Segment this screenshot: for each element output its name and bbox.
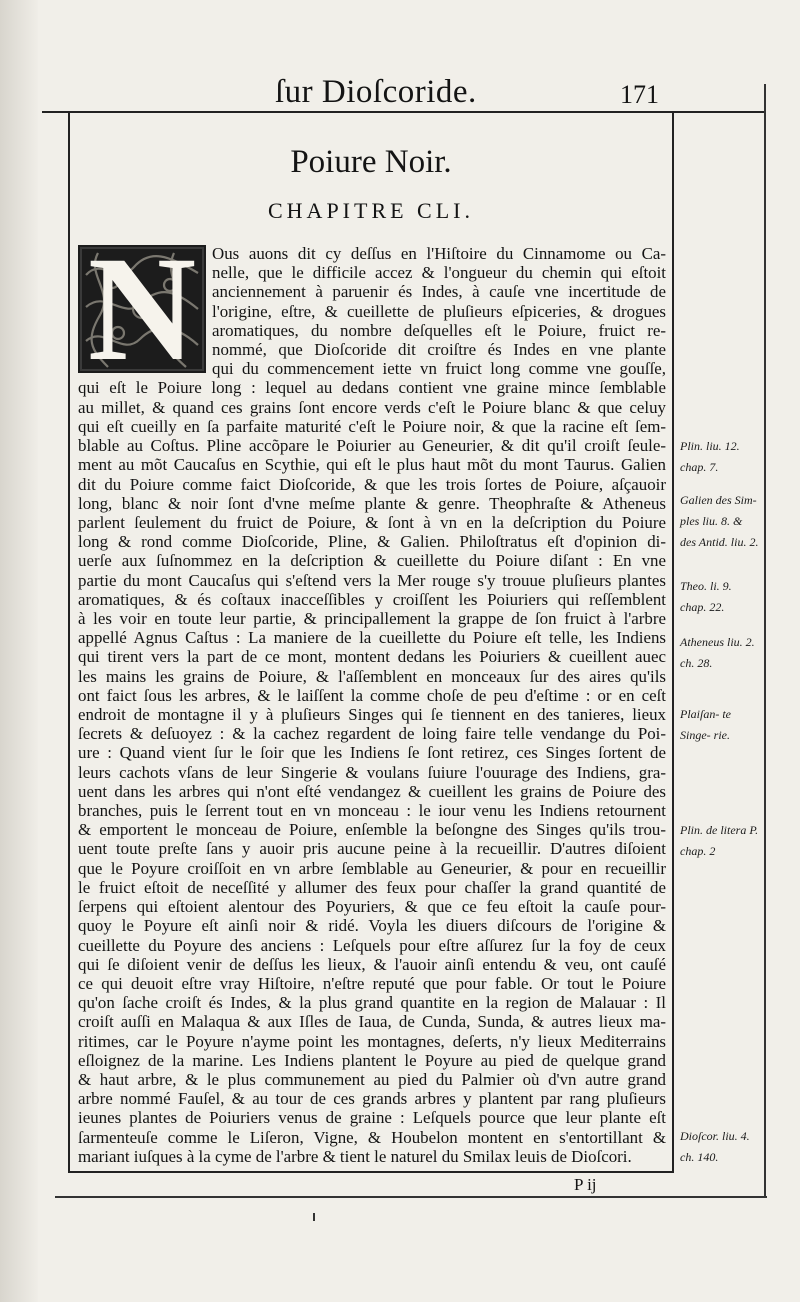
margin-note: Atheneus liu. 2. ch. 28. (680, 635, 755, 670)
body-line: qui tirent vers la part de ce mont, montent dedans les Poiuriers & cueillent auec (78, 647, 666, 667)
footer-rule (68, 1171, 674, 1173)
margin-note: Dioſcor. liu. 4. ch. 140. (680, 1129, 750, 1164)
body-line: ment au mõt Caucaſus en Scythie, qui eſt le plus haut mõt du mont Taurus. Galien (78, 455, 666, 475)
body-line: quoy le Poyure eſt ainſi noir & ridé. Voyla les diuers diſcours de l'origine & (78, 916, 666, 936)
body-line: ſerpens qui eſtoient alentour des Poyuriers, & que ce feu eſtoit la cauſe pour- (78, 897, 666, 917)
frame-right-rule (672, 113, 674, 1173)
body-line: long & rond comme Dioſcoride, Pline, & Galien. Philoſtratus eſt d'opinion di- (78, 532, 666, 552)
body-line: cueillette du Poyure des anciens : Leſquels pour eſtre aſſurez ſur la foy de ceux (78, 935, 666, 955)
body-line: partie du mont Caucaſus qui s'eſtend vers la Mer rouge s'y trouue pluſieurs plantes (78, 570, 666, 590)
body-line: nelle, que le difficile accez & l'ongueur du chemin qui eſtoit (212, 263, 666, 283)
margin-note: Plaiſan- te Singe- rie. (680, 707, 731, 742)
margin-note: Theo. li. 9. chap. 22. (680, 579, 732, 614)
body-line: uent toute preſte ſans y auoir pris aucune peine à la recueillir. D'autres diſoient (78, 839, 666, 859)
body-line: & haut arbre, & le plus communement au pied du Palmier où d'vn autre grand (78, 1069, 666, 1089)
body-line: nommé, que Dioſcoride dit croiſtre és Indes en vne plante (212, 340, 666, 360)
body-line: qu'on ſache croiſt és Indes, & la plus grand quantite en la region de Malauar : Il (78, 993, 666, 1013)
page-edge-shadow (0, 0, 38, 1302)
header-rule (42, 111, 764, 113)
body-line: ritimes, car le Poyure n'ayme point les montagnes, deſerts, n'y lieux Mediterrains (78, 1031, 666, 1051)
footer-outer-rule (55, 1196, 767, 1198)
margin-note: Plin. de litera P. chap. 2 (680, 823, 759, 858)
body-line: arbre nommé Fauſel, & au tour de ces grands arbres y plantent par rang pluſieurs (78, 1089, 666, 1109)
body-line: eſloignez de la marine. Les Indiens plantent le Poyure au pied de quelque grand (78, 1050, 666, 1070)
body-line: croiſt auſſi en Malaqua & aux Iſles de Iaua, de Cunda, Sunda, & autres lieux ma- (78, 1012, 666, 1032)
running-title: ſur Dioſcoride. (275, 74, 477, 110)
body-line: les mains les grains de Poiure, & l'aſſemblent en monceaux ſur des aires qu'ils (78, 666, 666, 686)
body-line: appellé Agnus Caſtus : La maniere de la cueillette du Poiure eſt telle, les Indiens (78, 628, 666, 648)
body-line: qui du commencement iette vn fruict long comme vne gouſſe, (212, 359, 666, 379)
body-line: ure : Quand vient ſur le ſoir que les Indiens ſe ſont retirez, ces Singes ſortent de (78, 743, 666, 763)
margin-outer-rule (764, 84, 766, 1198)
body-line: qui eſt le Poiure long : lequel au dedans contient vne graine mince ſemblable (78, 378, 666, 398)
initial-letter: N (87, 226, 197, 392)
margin-note: Plin. liu. 12. chap. 7. (680, 439, 740, 474)
body-line: au millet, & quand ces grains ſont encore verds c'eſt le Poiure blanc & que celuy (78, 397, 666, 417)
page-tick-mark (313, 1213, 315, 1221)
running-head (0, 72, 800, 116)
body-line: l'origine, eſtre, & cueillette de pluſieurs eſpiceries, & drogues (212, 301, 666, 321)
body-line: que le Poyure croiſſoit en vn arbre ſemblable au Geneurier, & pour en recueillir (78, 858, 666, 878)
body-line: mariant iuſques à la cyme de l'arbre & tient le naturel du Smilax leuis de Dioſcori. (78, 1146, 632, 1166)
body-line: uent dans les arbres qui n'ont eſté vendangez & cueillent les grains de Poiure des (78, 781, 666, 801)
body-line: long, blanc & noir ſont d'vne meſme plante & genre. Theophraſte & Atheneus (78, 493, 666, 513)
body-line: ieunes plantes de Poiuriers venus de graine : Leſquels pource que leur plante eſt (78, 1108, 666, 1128)
decorated-initial (78, 226, 206, 392)
chapter-title: Poiure Noir. (290, 144, 452, 180)
body-line: dit du Poiure comme faict Dioſcoride, & que les trois ſortes de Poiure, aſçauoir (78, 474, 666, 494)
body-line: parlent ſeulement du fruict de Poiure, & ſont à vn en la deſcription du Poiure (78, 512, 666, 532)
body-line: blable au Coſtus. Pline accõpare le Poiurier au Geneurier, & dit qu'il croiſt ſeule- (78, 436, 666, 456)
body-line: le fruict eſtoit de neceſſité y allumer des feux pour chaſſer la grand quantité de (78, 877, 666, 897)
body-line: aromatiques, du nombre deſquelles eſt le Poiure, fruict re- (212, 320, 666, 340)
body-line: branches, puis le ſerrent tout en vn monceau : le iour venu les Indiens retournent (78, 801, 666, 821)
page-number: 171 (620, 80, 659, 109)
chapter-number: CHAPITRE CLI. (268, 198, 474, 223)
body-line: ſarmenteuſe comme le Liſeron, Vigne, & Houbelon montent en s'entortillant & (78, 1127, 666, 1147)
body-line: anciennement à paruenir és Indes, à cauſe vne incertitude de (212, 282, 666, 302)
body-line: & emportent le monceau de Poiure, enſemble la beſongne des Singes qu'ils trou- (78, 820, 666, 840)
body-line: Ous auons dit cy deſſus en l'Hiſtoire du Cinnamome ou Ca- (212, 244, 666, 263)
body-line: ont faict ſous les arbres, & le laiſſent la comme choſe de peu d'eſtime : or en ceſt (78, 685, 666, 705)
margin-note: Galien des Sim- ples liu. 8. & des Antid. liu. 2. (680, 493, 759, 549)
body-line: à les voir en toute leur partie, & principallement la grappe de ſon fruict à l'arbre (78, 608, 666, 628)
frame-left-rule (68, 113, 70, 1173)
body-line: qui ſe diſoient venir de deſſus les lieux, & l'auoir ainſi entendu & veu, ont cauſé (78, 954, 666, 974)
body-line: ſecrets & deſuoyez : & la cachez regardent de loing faire telle vendange du Poi- (78, 724, 666, 744)
body-line: ce qui deuoit eſtre vray Hiſtoire, n'eſtre reputé que pour fable. Or tout le Poiure (78, 973, 666, 993)
body-line: qui eſt cueilly en ſa parfaite maturité c'eſt le Poiure noir, & que la racine eſt ſem- (78, 416, 666, 436)
body-line: aromatiques, & és coſtaux inacceſſibles y croiſſent les Poiuriers qui reſſemblent (78, 589, 666, 609)
signature-mark: P ij (574, 1175, 597, 1194)
body-line: endroit de montagne il y à pluſieurs Singes qui ſe tiennent en des tanieres, lieux (78, 705, 666, 724)
body-line: uerſe aux ſuſnommez en la deſcription & cueillette du Poiure diſant : En vne (78, 551, 666, 571)
body-line: leurs cachots vſans de leur Singerie & voulans ſuiure l'ouurage des Indiens, gra- (78, 762, 666, 782)
